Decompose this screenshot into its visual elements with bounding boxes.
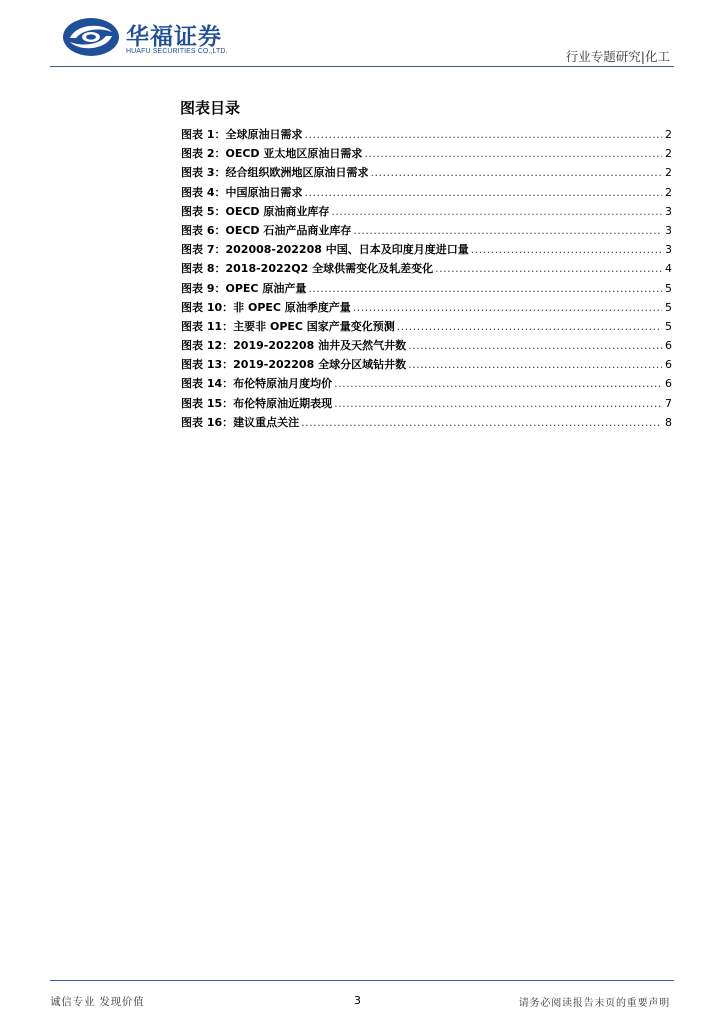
toc-leader-dots bbox=[301, 416, 662, 429]
toc-item-page: 5 bbox=[665, 300, 672, 314]
toc-leader-dots bbox=[353, 224, 662, 237]
toc-leader-dots bbox=[304, 128, 662, 141]
toc-item[interactable] bbox=[181, 318, 672, 337]
toc-item-page: 2 bbox=[665, 185, 672, 199]
toc-item[interactable] bbox=[181, 280, 672, 299]
toc-item-page: 8 bbox=[665, 415, 672, 429]
toc-leader-dots bbox=[370, 166, 662, 179]
toc-item-title: 图表 12：2019-202208 油井及天然气井数 bbox=[181, 339, 407, 353]
toc-item-page: 3 bbox=[665, 204, 672, 218]
toc-leader-dots bbox=[435, 262, 662, 275]
toc-item[interactable] bbox=[181, 414, 672, 433]
company-logo bbox=[62, 16, 252, 60]
toc-item[interactable] bbox=[181, 126, 672, 145]
toc-item-title: 图表 14：布伦特原油月度均价 bbox=[181, 377, 333, 391]
toc-item-page: 2 bbox=[665, 147, 672, 161]
toc-item-title: 图表 10：非 OPEC 原油季度产量 bbox=[181, 300, 351, 314]
toc-item[interactable] bbox=[181, 203, 672, 222]
toc-item-page: 6 bbox=[665, 339, 672, 353]
toc-leader-dots bbox=[304, 186, 662, 199]
toc-item[interactable] bbox=[181, 337, 672, 356]
footer-slogan: 诚信专业 发现价值 bbox=[50, 996, 145, 1008]
toc-item[interactable] bbox=[181, 375, 672, 394]
toc-item[interactable] bbox=[181, 241, 672, 260]
toc-item-page: 2 bbox=[665, 128, 672, 141]
footer-disclaimer: 请务必阅读报告末页的重要声明 bbox=[518, 998, 670, 1009]
logo-chinese-name: 华福证券 bbox=[126, 23, 222, 50]
toc-item-title: 图表 3：经合组织欧洲地区原油日需求 bbox=[181, 166, 369, 180]
toc-item[interactable] bbox=[181, 184, 672, 203]
toc-leader-dots bbox=[471, 243, 662, 256]
toc-item-page: 3 bbox=[665, 243, 672, 257]
toc-item-title: 图表 7：202008-202208 中国、日本及印度月度进口量 bbox=[181, 243, 469, 257]
toc-item-title: 图表 11：主要非 OPEC 国家产量变化预测 bbox=[181, 319, 395, 333]
toc-leader-dots bbox=[408, 339, 662, 352]
logo-english-name: HUAFU SECURITIES CO.,LTD. bbox=[126, 48, 228, 55]
toc-item[interactable] bbox=[181, 356, 672, 375]
toc-leader-dots bbox=[408, 358, 662, 371]
toc-item[interactable] bbox=[181, 164, 672, 183]
toc-item[interactable] bbox=[181, 145, 672, 164]
toc-leader-dots bbox=[308, 282, 662, 295]
toc-list bbox=[181, 126, 672, 433]
toc-heading: 图表目录 bbox=[180, 99, 241, 117]
toc-leader-dots bbox=[334, 377, 662, 390]
toc-leader-dots bbox=[364, 147, 662, 160]
toc-leader-dots bbox=[331, 205, 662, 218]
toc-item-title: 图表 6：OECD 石油产品商业库存 bbox=[181, 223, 352, 237]
toc-item[interactable] bbox=[181, 222, 672, 241]
toc-item-page: 6 bbox=[665, 377, 672, 391]
toc-item-title: 图表 4：中国原油日需求 bbox=[181, 185, 303, 199]
toc-leader-dots bbox=[334, 397, 662, 410]
toc-item-title: 图表 16：建议重点关注 bbox=[181, 415, 300, 429]
toc-leader-dots bbox=[353, 301, 662, 314]
toc-item-page: 3 bbox=[665, 223, 672, 237]
toc-item-title: 图表 1：全球原油日需求 bbox=[181, 128, 303, 141]
toc-item-page: 5 bbox=[665, 281, 672, 295]
toc-item-title: 图表 8：2018-2022Q2 全球供需变化及轧差变化 bbox=[181, 262, 434, 276]
toc-item-page: 4 bbox=[665, 262, 672, 276]
toc-item[interactable] bbox=[181, 260, 672, 279]
toc-item-page: 5 bbox=[665, 319, 672, 333]
toc-item-title: 图表 5：OECD 原油商业库存 bbox=[181, 204, 330, 218]
header-divider bbox=[50, 66, 674, 67]
toc-item-page: 2 bbox=[665, 166, 672, 180]
toc-item-page: 6 bbox=[665, 358, 672, 372]
page-number: 3 bbox=[354, 994, 361, 1007]
report-type-label: 行业专题研究|化工 bbox=[565, 49, 670, 64]
toc-item-title: 图表 2：OECD 亚太地区原油日需求 bbox=[181, 147, 363, 161]
toc-item-title: 图表 9：OPEC 原油产量 bbox=[181, 281, 307, 295]
toc-leader-dots bbox=[397, 320, 662, 333]
huafu-logo-icon bbox=[62, 16, 120, 58]
footer-divider bbox=[50, 980, 674, 981]
toc-item-title: 图表 15：布伦特原油近期表现 bbox=[181, 396, 333, 410]
toc-item[interactable] bbox=[181, 395, 672, 414]
toc-item[interactable] bbox=[181, 299, 672, 318]
toc-item-page: 7 bbox=[665, 396, 672, 410]
toc-item-title: 图表 13：2019-202208 全球分区域钻井数 bbox=[181, 358, 407, 372]
